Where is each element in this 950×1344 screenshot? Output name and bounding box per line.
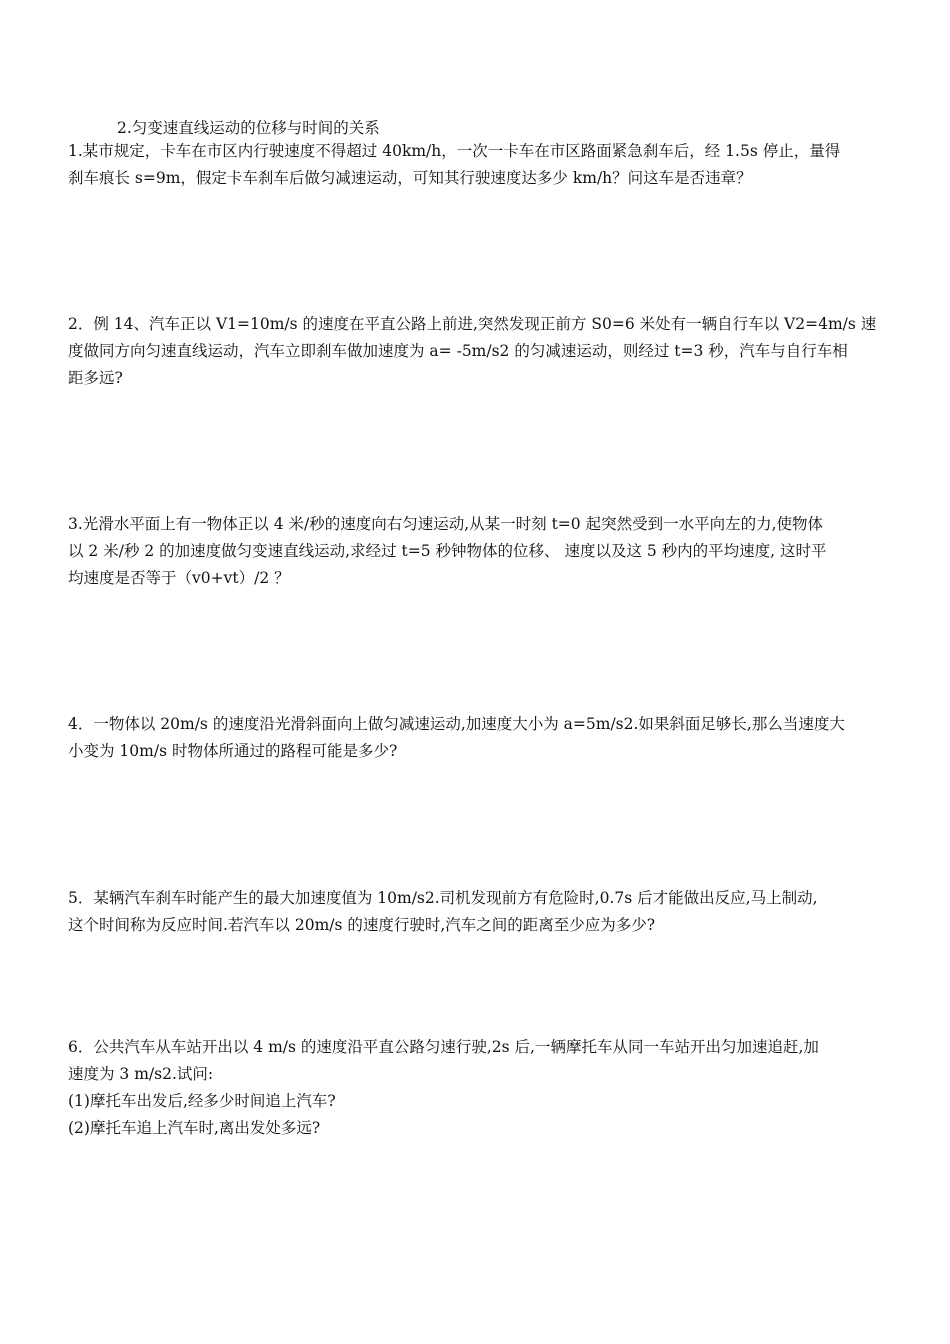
sub-question-2: (2)摩托车追上汽车时,离出发处多远? — [68, 1119, 321, 1137]
question-3 — [68, 511, 890, 592]
question-line: 这个时间称为反应时间.若汽车以 20m/s 的速度行驶时,汽车之间的距离至少应为多少? — [68, 916, 656, 934]
question-line: 6．公共汽车从车站开出以 4 m/s 的速度沿平直公路匀速行驶,2s 后,一辆摩托车从同一车站开出匀加速追赶,加 — [68, 1038, 819, 1056]
question-line: 3.光滑水平面上有一物体正以 4 米/秒的速度向右匀速运动,从某一时刻 t=0 起突然受到一水平向左的力,使物体 — [68, 515, 824, 533]
question-1 — [68, 138, 890, 192]
question-line: 均速度是否等于（v0+vt）/2 ？ — [68, 569, 290, 587]
question-line: 速度为 3 m/s2.试问: — [68, 1065, 214, 1083]
question-line: 2．例 14、汽车正以 V1=10m/s 的速度在平直公路上前进,突然发现正前方 S0=6 米处有一辆自行车以 V2=4m/s 速 — [68, 315, 877, 333]
question-line: 距多远? — [68, 369, 123, 387]
question-6 — [68, 1034, 890, 1142]
section-title: 2.匀变速直线运动的位移与时间的关系 — [117, 119, 380, 137]
question-line: 度做同方向匀速直线运动，汽车立即刹车做加速度为 a= -5m/s2 的匀减速运动，则经过 t=3 秒，汽车与自行车相 — [68, 342, 848, 360]
question-5 — [68, 885, 890, 939]
question-line: 4．一物体以 20m/s 的速度沿光滑斜面向上做匀减速运动,加速度大小为 a=5m/s2.如果斜面足够长,那么当速度大 — [68, 715, 845, 733]
question-line: 刹车痕长 s=9m，假定卡车刹车后做匀减速运动，可知其行驶速度达多少 km/h？问这车是否违章？ — [68, 169, 752, 187]
question-line: 小变为 10m/s 时物体所通过的路程可能是多少? — [68, 742, 398, 760]
question-4 — [68, 711, 890, 765]
question-line: 1.某市规定，卡车在市区内行驶速度不得超过 40km/h，一次一卡车在市区路面紧急刹车后，经 1.5s 停止，量得 — [68, 142, 841, 160]
sub-question-1: (1)摩托车出发后,经多少时间追上汽车? — [68, 1092, 336, 1110]
question-2 — [68, 311, 890, 392]
question-line: 以 2 米/秒 2 的加速度做匀变速直线运动,求经过 t=5 秒钟物体的位移、 速度以及这 5 秒内的平均速度, 这时平 — [68, 542, 827, 560]
question-line: 5．某辆汽车刹车时能产生的最大加速度值为 10m/s2.司机发现前方有危险时,0.7s 后才能做出反应,马上制动, — [68, 889, 818, 907]
